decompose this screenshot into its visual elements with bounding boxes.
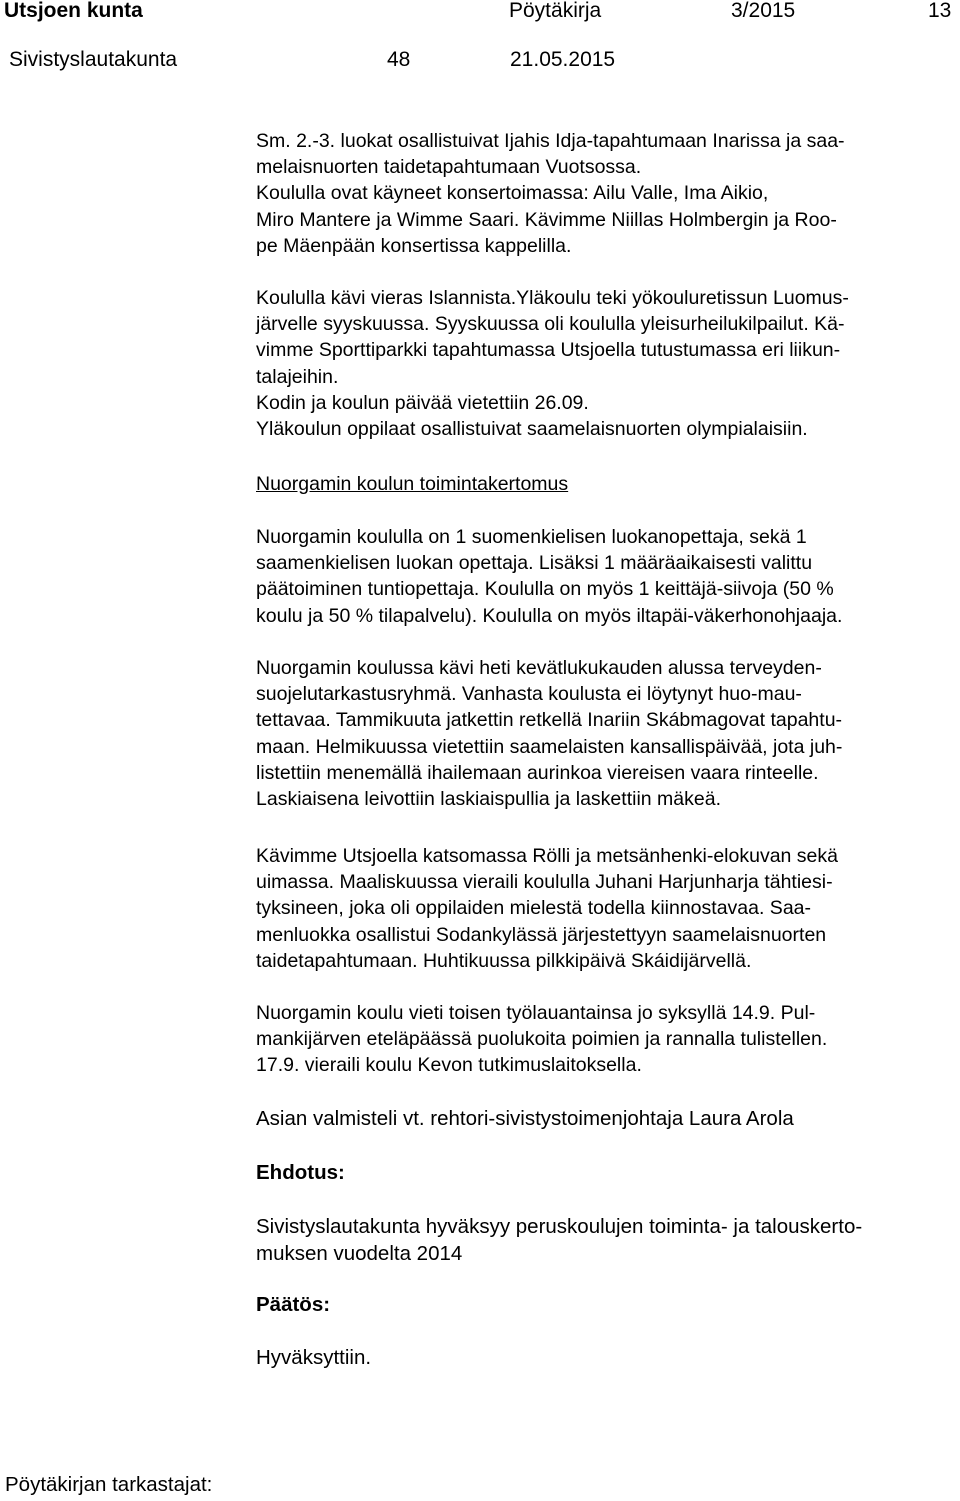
decision-label: Päätös: — [256, 1293, 331, 1316]
text-line: Yläkoulun oppilaat osallistuivat saamelaisnuorten olympialaisiin. — [256, 417, 808, 440]
proposal-text — [256, 1213, 862, 1267]
reviewers-label: Pöytäkirjan tarkastajat: — [5, 1473, 213, 1496]
section-number: 48 — [387, 48, 411, 71]
text-line: pe Mäenpään konsertissa kappelilla. — [256, 234, 572, 257]
text-line: vimme Sporttiparkki tapahtumassa Utsjoella tutustumassa eri liikun- — [256, 339, 841, 362]
text-line: Nuorgamin koululla on 1 suomenkielisen luokanopettaja, sekä 1 — [256, 526, 807, 548]
paragraph-work-saturday — [256, 1000, 827, 1079]
doc-number: 3/2015 — [731, 0, 796, 22]
text-line: Koululla kävi vieras Islannista.Yläkoulu teki yökouluretissun Luomus- — [256, 287, 849, 309]
text-line: Kävimme Utsjoella katsomassa Rölli ja metsänhenki-elokuvan sekä — [256, 845, 839, 867]
text-line: talajeihin. — [256, 365, 339, 388]
text-line: tettavaa. Tammikuuta jatkettin retkellä Inariin Skábmagovat tapahtu- — [256, 709, 843, 732]
text-line: järvelle syyskuussa. Syyskuussa oli koululla yleisurheilukilpailut. Kä- — [256, 313, 845, 336]
text-line: Nuorgamin koulu vieti toisen työlauantainsa jo syksyllä 14.9. Pul- — [256, 1002, 816, 1024]
text-line: taidetapahtumaan. Huhtikuussa pilkkipäivä Skáidijärvellä. — [256, 949, 752, 972]
text-line: muksen vuodelta 2014 — [256, 1242, 463, 1265]
text-line: uimassa. Maaliskuussa vieraili koululla Juhani Harjunharja tähtiesi- — [256, 871, 833, 894]
text-line: Miro Mantere ja Wimme Saari. Kävimme Niillas Holmbergin ja Roo- — [256, 208, 837, 231]
text-line: Koululla ovat käyneet konsertoimassa: Ailu Valle, Ima Aikio, — [256, 182, 769, 205]
paragraph-visits — [256, 843, 838, 974]
text-line: Sm. 2.-3. luokat osallistuivat Ijahis Idja-tapahtumaan Inarissa ja saa- — [256, 130, 845, 152]
paragraph-upper-school — [256, 285, 849, 442]
text-line: 17.9. vieraili koulu Kevon tutkimuslaitoksella. — [256, 1054, 642, 1077]
text-line: melaisnuorten taidetapahtumaan Vuotsossa. — [256, 156, 642, 179]
text-line: listettiin menemällä ihailemaan aurinkoa viereisen vaara rinteelle. — [256, 761, 819, 784]
proposal-label: Ehdotus: — [256, 1161, 345, 1184]
paragraph-staff — [256, 524, 842, 629]
text-line: maan. Helmikuussa vietettiin saamelaisten kansallispäivää, jota juh- — [256, 735, 843, 758]
page-number: 13 — [928, 0, 952, 22]
text-line: Sivistyslautakunta hyväksyy peruskoulujen toiminta- ja talouskerto- — [256, 1215, 863, 1238]
text-line: saamenkielisen luokan opettaja. Lisäksi 1 määräaikaisesti valittu — [256, 552, 813, 575]
text-line: menluokka osallistui Sodankylässä järjestettyyn saamelaisnuorten — [256, 923, 827, 946]
text-line: koulu ja 50 % tilapalvelu). Koululla on myös iltapäi-väkerhonohjaaja. — [256, 604, 843, 627]
paragraph-spring-events — [256, 655, 842, 812]
text-line: Kodin ja koulun päivää vietettiin 26.09. — [256, 391, 589, 414]
text-line: päätoiminen tuntiopettaja. Koululla on myös 1 keittäjä-siivoja (50 % — [256, 578, 834, 601]
doc-type: Pöytäkirja — [509, 0, 602, 22]
preparer-line: Asian valmisteli vt. rehtori-sivistystoimenjohtaja Laura Arola — [256, 1107, 794, 1130]
decision-text: Hyväksyttiin. — [256, 1346, 372, 1369]
paragraph-sami-classes — [256, 128, 845, 259]
org-name: Utsjoen kunta — [4, 0, 143, 22]
board-name: Sivistyslautakunta — [9, 48, 178, 71]
text-line: suojelutarkastusryhmä. Vanhasta koulusta ei löytynyt huo-mau- — [256, 683, 802, 706]
section-subheading: Nuorgamin koulun toimintakertomus — [256, 473, 569, 495]
text-line: mankijärven eteläpäässä puolukoita poimien ja rannalla tulistellen. — [256, 1028, 828, 1051]
text-line: Laskiaisena leivottiin laskiaispullia ja laskettiin mäkeä. — [256, 787, 721, 810]
text-line: tyksineen, joka oli oppilaiden mielestä todella kiinnostavaa. Saa- — [256, 897, 811, 920]
text-line: Nuorgamin koulussa kävi heti kevätlukukauden alussa terveyden- — [256, 657, 822, 679]
meeting-date: 21.05.2015 — [510, 48, 616, 71]
